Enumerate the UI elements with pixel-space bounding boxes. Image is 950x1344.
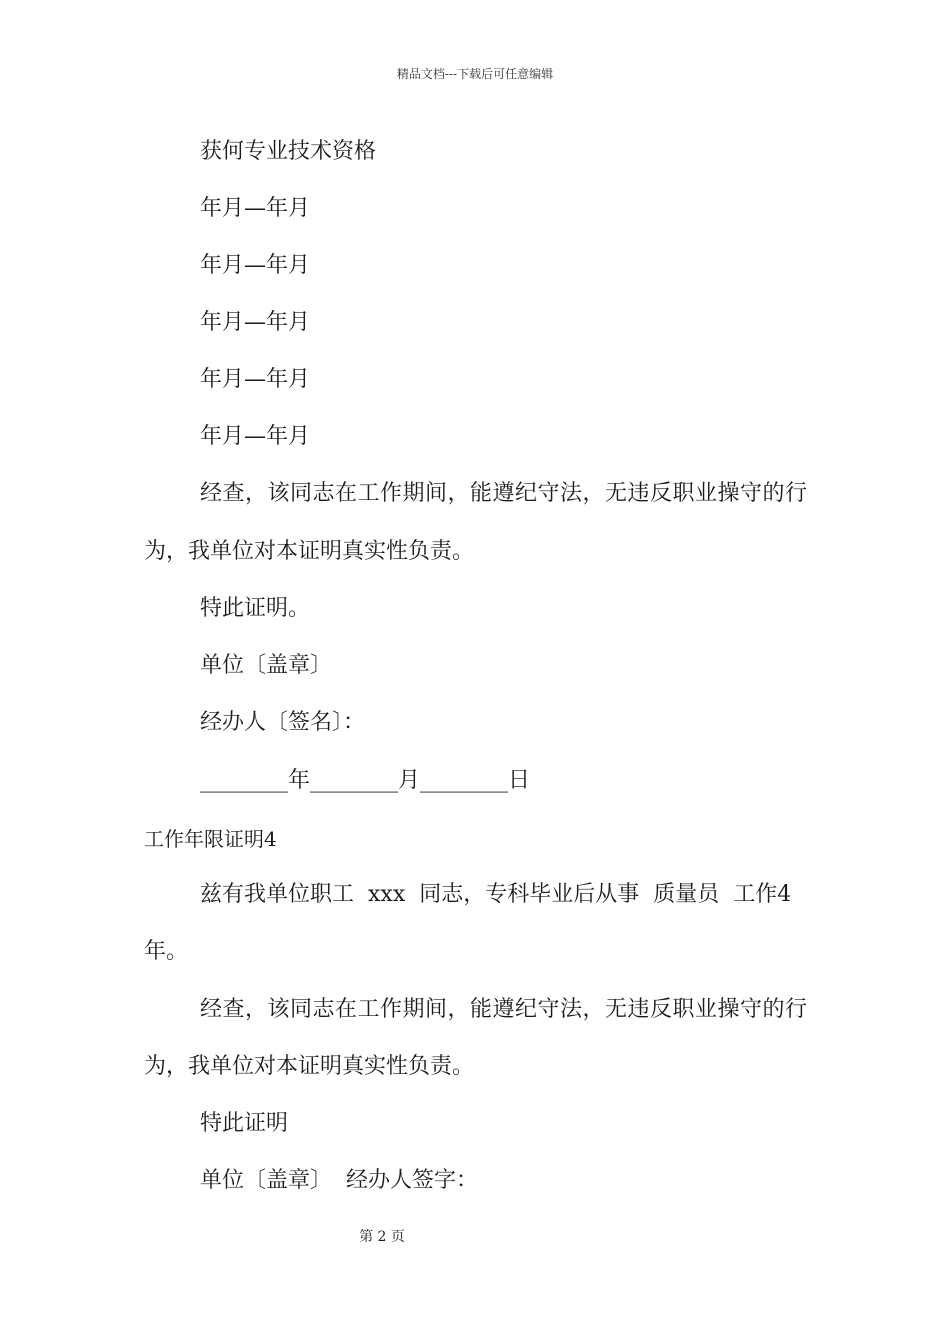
date-range-1: 年月—年月 <box>200 196 311 221</box>
review-paragraph-line-2: 为，我单位对本证明真实性负责。 <box>144 539 475 564</box>
page-number: 第 2 页 <box>359 1229 405 1245</box>
intro-text-b: 同志，专科毕业后从事 <box>419 882 640 907</box>
signature-row <box>200 1166 478 1196</box>
handler-sign-label: 经办人〔签名〕： <box>200 710 366 735</box>
section-title: 工作年限证明4 <box>144 827 277 851</box>
date-range-4: 年月—年月 <box>200 367 311 392</box>
intro-paragraph-line-2: 年。 <box>144 939 189 964</box>
review-paragraph-2-line-1: 经查，该同志在工作期间，能遵纪守法，无违反职业操守的行 <box>200 997 808 1022</box>
certify-text: 特此证明。 <box>200 596 311 621</box>
page-header: 精品文档---下载后可任意编辑 <box>396 67 554 81</box>
review-paragraph-line-1: 经查，该同志在工作期间，能遵纪守法，无违反职业操守的行 <box>200 481 808 506</box>
date-range-3: 年月—年月 <box>200 310 311 335</box>
intro-text-c: 工作4 <box>733 882 792 907</box>
intro-text-a: 兹有我单位职工 <box>200 882 355 907</box>
unit-seal-label: 单位〔盖章〕 <box>200 653 333 678</box>
unit-seal-label-2: 单位〔盖章〕 <box>200 1168 333 1193</box>
date-fill-line: ________年________月________日 <box>200 768 531 793</box>
intro-paragraph-line-1 <box>200 880 791 910</box>
certify-text-2: 特此证明 <box>200 1111 289 1136</box>
qualification-label: 获何专业技术资格 <box>200 139 377 164</box>
handler-sign-label-2: 经办人签字： <box>346 1168 479 1193</box>
review-paragraph-2-line-2: 为，我单位对本证明真实性负责。 <box>144 1054 475 1079</box>
job-role: 质量员 <box>653 882 720 907</box>
date-range-5: 年月—年月 <box>200 424 311 449</box>
date-range-2: 年月—年月 <box>200 253 311 278</box>
employee-name: xxx <box>368 882 406 907</box>
